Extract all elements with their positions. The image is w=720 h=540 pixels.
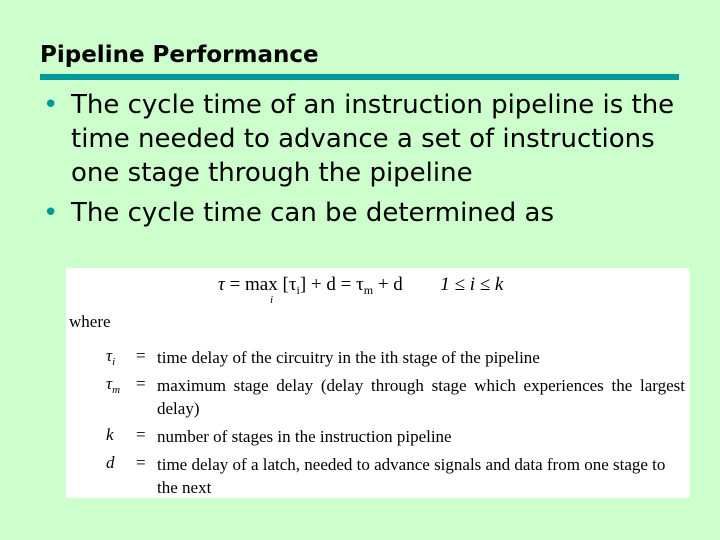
equation-max-index: i bbox=[270, 294, 274, 306]
equation-range: 1 ≤ i ≤ k bbox=[440, 274, 504, 295]
definition-symbol: d bbox=[106, 453, 115, 472]
bullet-text: The cycle time of an instruction pipeline is the time needed to advance a set of instructions one stage through the pipeline bbox=[71, 90, 675, 188]
bullet-item bbox=[40, 196, 690, 230]
definition-list bbox=[66, 344, 690, 502]
slide-title: Pipeline Performance bbox=[40, 42, 319, 68]
equation-bracket-sub: i bbox=[296, 283, 300, 297]
definition-text: maximum stage delay (delay through stage which experiences the largest delay) bbox=[157, 376, 685, 418]
definition-text: time delay of the circuitry in the ith stage of the pipeline bbox=[157, 348, 540, 367]
equation-lhs: τ bbox=[218, 274, 225, 295]
equation-tail: + d bbox=[377, 274, 403, 295]
definition-row bbox=[66, 423, 690, 451]
definition-symbol: $\tau_i$ bbox=[106, 346, 116, 368]
formula-image bbox=[66, 268, 690, 498]
bullet-icon: • bbox=[43, 198, 59, 228]
bullet-list bbox=[40, 88, 690, 236]
equation-bracket: [τ bbox=[282, 274, 297, 295]
definition-text: time delay of a latch, needed to advance signals and data from one stage to the next bbox=[157, 455, 666, 497]
title-underline bbox=[40, 74, 679, 80]
equation-max: = max bbox=[229, 274, 278, 295]
definition-equals: = bbox=[136, 346, 146, 365]
definition-row bbox=[66, 372, 690, 423]
definition-row bbox=[66, 344, 690, 372]
bullet-item bbox=[40, 88, 690, 190]
definition-equals: = bbox=[136, 374, 146, 393]
bullet-icon: • bbox=[43, 90, 59, 120]
definition-text: number of stages in the instruction pipeline bbox=[157, 427, 452, 446]
definition-symbol: $\tau_m$ bbox=[106, 374, 121, 396]
definition-row bbox=[66, 451, 690, 502]
definition-equals: = bbox=[136, 453, 146, 472]
definition-symbol: k bbox=[106, 425, 114, 444]
equation-rest: ] + d = τ bbox=[299, 274, 364, 295]
definition-equals: = bbox=[136, 425, 146, 444]
bullet-text: The cycle time can be determined as bbox=[71, 198, 555, 228]
cycle-time-equation bbox=[218, 274, 504, 306]
equation-rest-sub: m bbox=[363, 283, 374, 297]
where-label: where bbox=[69, 312, 111, 331]
